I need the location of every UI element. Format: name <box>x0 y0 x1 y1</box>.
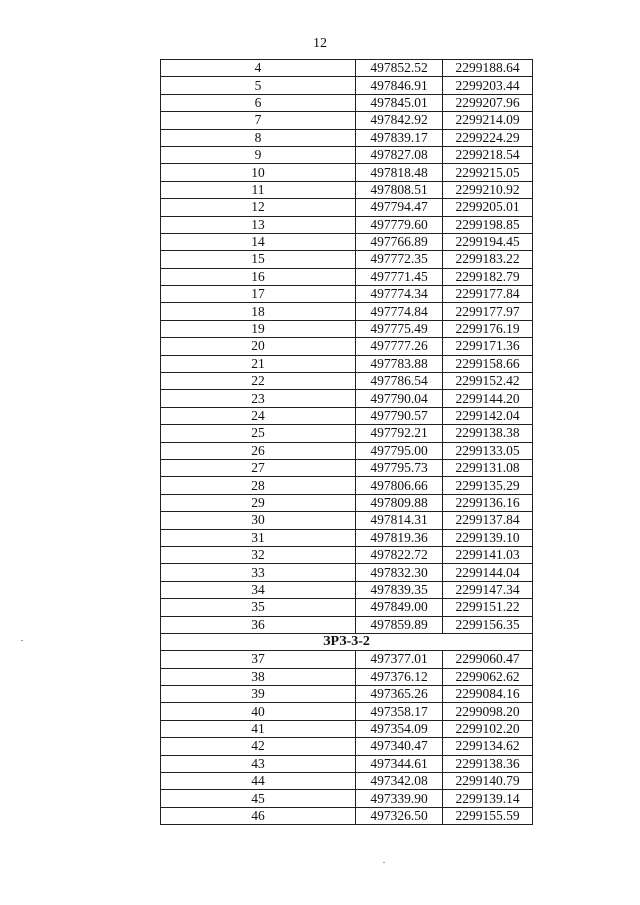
y-coordinate-cell: 2299138.38 <box>443 425 533 442</box>
table-row <box>161 164 533 181</box>
point-number-cell: 40 <box>161 703 356 720</box>
y-coordinate-cell: 2299102.20 <box>443 720 533 737</box>
point-number-cell: 24 <box>161 407 356 424</box>
table-row <box>161 233 533 250</box>
x-coordinate-cell: 497377.01 <box>356 651 443 668</box>
point-number-cell: 45 <box>161 790 356 807</box>
table-row <box>161 686 533 703</box>
table-row <box>161 251 533 268</box>
scan-speck <box>21 640 23 641</box>
y-coordinate-cell: 2299183.22 <box>443 251 533 268</box>
table-row <box>161 286 533 303</box>
point-number-cell: 5 <box>161 77 356 94</box>
y-coordinate-cell: 2299147.34 <box>443 581 533 598</box>
point-number-cell: 17 <box>161 286 356 303</box>
x-coordinate-cell: 497344.61 <box>356 755 443 772</box>
y-coordinate-cell: 2299139.14 <box>443 790 533 807</box>
y-coordinate-cell: 2299207.96 <box>443 94 533 111</box>
y-coordinate-cell: 2299194.45 <box>443 233 533 250</box>
point-number-cell: 26 <box>161 442 356 459</box>
y-coordinate-cell: 2299060.47 <box>443 651 533 668</box>
point-number-cell: 37 <box>161 651 356 668</box>
table-row <box>161 546 533 563</box>
point-number-cell: 6 <box>161 94 356 111</box>
table-row <box>161 738 533 755</box>
y-coordinate-cell: 2299151.22 <box>443 599 533 616</box>
table-row <box>161 129 533 146</box>
table-row <box>161 320 533 337</box>
x-coordinate-cell: 497326.50 <box>356 807 443 824</box>
table-row <box>161 529 533 546</box>
y-coordinate-cell: 2299144.04 <box>443 564 533 581</box>
table-row <box>161 512 533 529</box>
coordinates-table-body <box>161 60 533 825</box>
point-number-cell: 12 <box>161 199 356 216</box>
point-number-cell: 11 <box>161 181 356 198</box>
table-row <box>161 199 533 216</box>
y-coordinate-cell: 2299182.79 <box>443 268 533 285</box>
x-coordinate-cell: 497859.89 <box>356 616 443 633</box>
x-coordinate-cell: 497771.45 <box>356 268 443 285</box>
x-coordinate-cell: 497376.12 <box>356 668 443 685</box>
x-coordinate-cell: 497354.09 <box>356 720 443 737</box>
point-number-cell: 28 <box>161 477 356 494</box>
table-row <box>161 459 533 476</box>
table-row <box>161 146 533 163</box>
table-row <box>161 216 533 233</box>
y-coordinate-cell: 2299137.84 <box>443 512 533 529</box>
y-coordinate-cell: 2299131.08 <box>443 459 533 476</box>
point-number-cell: 33 <box>161 564 356 581</box>
point-number-cell: 23 <box>161 390 356 407</box>
y-coordinate-cell: 2299098.20 <box>443 703 533 720</box>
table-row <box>161 442 533 459</box>
point-number-cell: 8 <box>161 129 356 146</box>
table-row <box>161 268 533 285</box>
x-coordinate-cell: 497772.35 <box>356 251 443 268</box>
table-row <box>161 668 533 685</box>
y-coordinate-cell: 2299139.10 <box>443 529 533 546</box>
scan-speck <box>383 862 385 863</box>
x-coordinate-cell: 497839.35 <box>356 581 443 598</box>
x-coordinate-cell: 497340.47 <box>356 738 443 755</box>
y-coordinate-cell: 2299136.16 <box>443 494 533 511</box>
y-coordinate-cell: 2299062.62 <box>443 668 533 685</box>
table-row <box>161 355 533 372</box>
x-coordinate-cell: 497783.88 <box>356 355 443 372</box>
table-row <box>161 755 533 772</box>
point-number-cell: 18 <box>161 303 356 320</box>
y-coordinate-cell: 2299224.29 <box>443 129 533 146</box>
y-coordinate-cell: 2299134.62 <box>443 738 533 755</box>
x-coordinate-cell: 497786.54 <box>356 373 443 390</box>
table-row <box>161 599 533 616</box>
x-coordinate-cell: 497814.31 <box>356 512 443 529</box>
table-row <box>161 60 533 77</box>
x-coordinate-cell: 497777.26 <box>356 338 443 355</box>
point-number-cell: 46 <box>161 807 356 824</box>
x-coordinate-cell: 497795.00 <box>356 442 443 459</box>
table-row <box>161 720 533 737</box>
point-number-cell: 36 <box>161 616 356 633</box>
y-coordinate-cell: 2299205.01 <box>443 199 533 216</box>
table-row <box>161 807 533 824</box>
y-coordinate-cell: 2299158.66 <box>443 355 533 372</box>
x-coordinate-cell: 497774.84 <box>356 303 443 320</box>
table-row <box>161 94 533 111</box>
y-coordinate-cell: 2299084.16 <box>443 686 533 703</box>
table-row <box>161 477 533 494</box>
x-coordinate-cell: 497790.57 <box>356 407 443 424</box>
point-number-cell: 29 <box>161 494 356 511</box>
y-coordinate-cell: 2299176.19 <box>443 320 533 337</box>
section-title: ЗРЗ-3-2 <box>161 633 533 650</box>
x-coordinate-cell: 497839.17 <box>356 129 443 146</box>
coordinates-table <box>160 59 533 825</box>
point-number-cell: 27 <box>161 459 356 476</box>
y-coordinate-cell: 2299155.59 <box>443 807 533 824</box>
y-coordinate-cell: 2299133.05 <box>443 442 533 459</box>
x-coordinate-cell: 497358.17 <box>356 703 443 720</box>
table-row <box>161 181 533 198</box>
section-row <box>161 633 533 650</box>
point-number-cell: 32 <box>161 546 356 563</box>
x-coordinate-cell: 497832.30 <box>356 564 443 581</box>
x-coordinate-cell: 497342.08 <box>356 773 443 790</box>
x-coordinate-cell: 497819.36 <box>356 529 443 546</box>
point-number-cell: 9 <box>161 146 356 163</box>
y-coordinate-cell: 2299215.05 <box>443 164 533 181</box>
point-number-cell: 14 <box>161 233 356 250</box>
y-coordinate-cell: 2299188.64 <box>443 60 533 77</box>
y-coordinate-cell: 2299171.36 <box>443 338 533 355</box>
y-coordinate-cell: 2299210.92 <box>443 181 533 198</box>
table-row <box>161 338 533 355</box>
y-coordinate-cell: 2299177.84 <box>443 286 533 303</box>
x-coordinate-cell: 497766.89 <box>356 233 443 250</box>
y-coordinate-cell: 2299198.85 <box>443 216 533 233</box>
table-row <box>161 651 533 668</box>
x-coordinate-cell: 497775.49 <box>356 320 443 337</box>
x-coordinate-cell: 497808.51 <box>356 181 443 198</box>
table-row <box>161 425 533 442</box>
x-coordinate-cell: 497795.73 <box>356 459 443 476</box>
x-coordinate-cell: 497849.00 <box>356 599 443 616</box>
y-coordinate-cell: 2299156.35 <box>443 616 533 633</box>
x-coordinate-cell: 497794.47 <box>356 199 443 216</box>
x-coordinate-cell: 497846.91 <box>356 77 443 94</box>
x-coordinate-cell: 497827.08 <box>356 146 443 163</box>
table-row <box>161 703 533 720</box>
x-coordinate-cell: 497809.88 <box>356 494 443 511</box>
y-coordinate-cell: 2299140.79 <box>443 773 533 790</box>
y-coordinate-cell: 2299214.09 <box>443 112 533 129</box>
point-number-cell: 30 <box>161 512 356 529</box>
table-row <box>161 303 533 320</box>
point-number-cell: 25 <box>161 425 356 442</box>
table-row <box>161 616 533 633</box>
y-coordinate-cell: 2299135.29 <box>443 477 533 494</box>
x-coordinate-cell: 497339.90 <box>356 790 443 807</box>
table-row <box>161 373 533 390</box>
x-coordinate-cell: 497806.66 <box>356 477 443 494</box>
point-number-cell: 44 <box>161 773 356 790</box>
point-number-cell: 43 <box>161 755 356 772</box>
table-row <box>161 77 533 94</box>
table-row <box>161 390 533 407</box>
y-coordinate-cell: 2299142.04 <box>443 407 533 424</box>
point-number-cell: 15 <box>161 251 356 268</box>
table-row <box>161 112 533 129</box>
x-coordinate-cell: 497845.01 <box>356 94 443 111</box>
point-number-cell: 10 <box>161 164 356 181</box>
point-number-cell: 16 <box>161 268 356 285</box>
y-coordinate-cell: 2299141.03 <box>443 546 533 563</box>
y-coordinate-cell: 2299152.42 <box>443 373 533 390</box>
x-coordinate-cell: 497790.04 <box>356 390 443 407</box>
point-number-cell: 42 <box>161 738 356 755</box>
x-coordinate-cell: 497365.26 <box>356 686 443 703</box>
point-number-cell: 19 <box>161 320 356 337</box>
table-row <box>161 581 533 598</box>
x-coordinate-cell: 497852.52 <box>356 60 443 77</box>
table-row <box>161 773 533 790</box>
point-number-cell: 38 <box>161 668 356 685</box>
y-coordinate-cell: 2299144.20 <box>443 390 533 407</box>
table-row <box>161 494 533 511</box>
y-coordinate-cell: 2299177.97 <box>443 303 533 320</box>
table-row <box>161 790 533 807</box>
table-row <box>161 564 533 581</box>
point-number-cell: 39 <box>161 686 356 703</box>
x-coordinate-cell: 497792.21 <box>356 425 443 442</box>
page-number: 12 <box>313 36 327 51</box>
point-number-cell: 34 <box>161 581 356 598</box>
point-number-cell: 13 <box>161 216 356 233</box>
point-number-cell: 4 <box>161 60 356 77</box>
x-coordinate-cell: 497818.48 <box>356 164 443 181</box>
point-number-cell: 21 <box>161 355 356 372</box>
x-coordinate-cell: 497774.34 <box>356 286 443 303</box>
x-coordinate-cell: 497779.60 <box>356 216 443 233</box>
x-coordinate-cell: 497842.92 <box>356 112 443 129</box>
x-coordinate-cell: 497822.72 <box>356 546 443 563</box>
point-number-cell: 31 <box>161 529 356 546</box>
y-coordinate-cell: 2299203.44 <box>443 77 533 94</box>
point-number-cell: 41 <box>161 720 356 737</box>
point-number-cell: 35 <box>161 599 356 616</box>
y-coordinate-cell: 2299138.36 <box>443 755 533 772</box>
y-coordinate-cell: 2299218.54 <box>443 146 533 163</box>
point-number-cell: 20 <box>161 338 356 355</box>
point-number-cell: 22 <box>161 373 356 390</box>
table-row <box>161 407 533 424</box>
point-number-cell: 7 <box>161 112 356 129</box>
